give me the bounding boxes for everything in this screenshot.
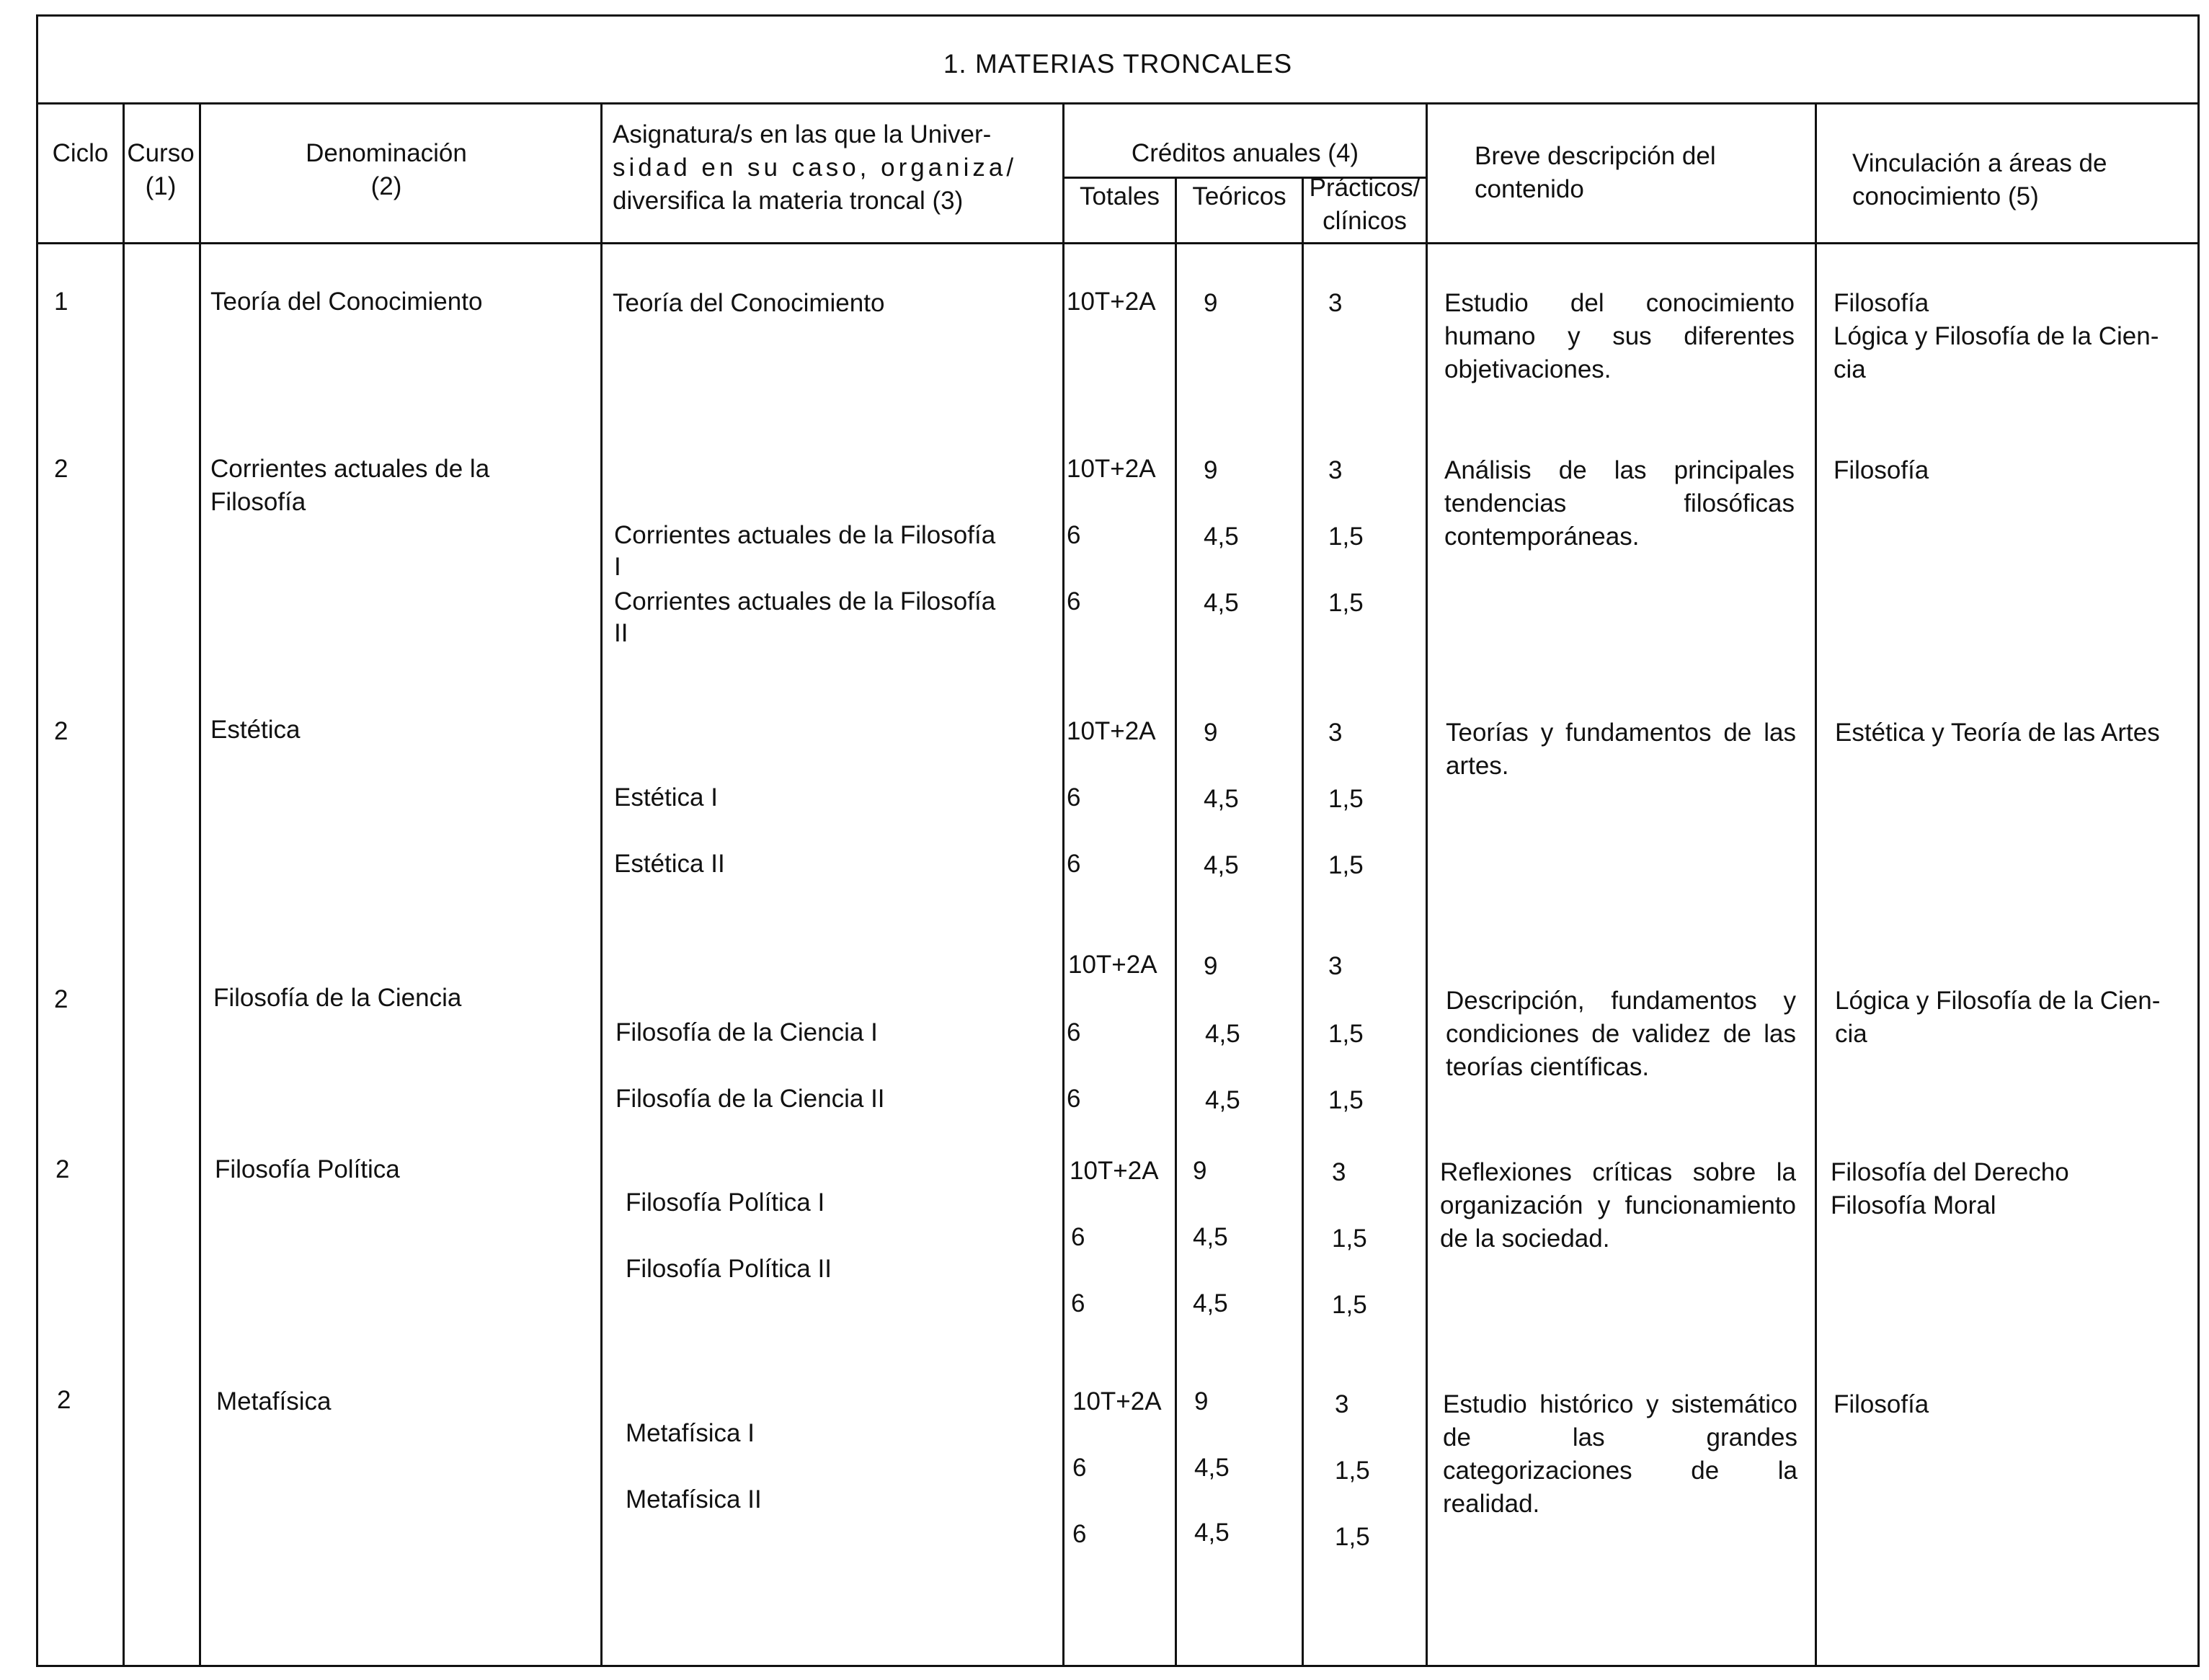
row-asignatura: Teoría del Conocimiento <box>613 289 885 317</box>
header-totales: Totales <box>1080 182 1160 210</box>
row-descripcion: Estudio histórico y sistemático de las grandes categorizaciones de la realidad. <box>1443 1390 1797 1518</box>
row-teoricos: 4,5 <box>1204 851 1239 879</box>
header-denominacion-line: Denominación <box>306 139 467 167</box>
row-totales: 6 <box>1071 1223 1085 1251</box>
row-totales: 6 <box>1067 850 1081 878</box>
row-practicos: 1,5 <box>1335 1523 1370 1551</box>
row-practicos: 1,5 <box>1328 1020 1364 1048</box>
header-vinculacion-line: conocimiento (5) <box>1852 182 2039 210</box>
row-vinculacion-line: cia <box>1835 1020 1867 1048</box>
row-teoricos: 9 <box>1193 1157 1207 1185</box>
row-asignatura-line: Corrientes actuales de la Filosofía <box>614 521 996 549</box>
row-asignatura-line: Corrientes actuales de la Filosofía <box>614 587 996 615</box>
row-totales: 6 <box>1067 1018 1081 1046</box>
row-teoricos: 4,5 <box>1193 1223 1228 1251</box>
row-descripcion: Descripción, fundamentos y condiciones de validez de las teorías científicas. <box>1446 987 1796 1081</box>
header-practicos-line: clínicos <box>1323 207 1407 235</box>
row-asignatura: Estética II <box>614 850 725 878</box>
row-asignatura: Filosofía Política II <box>626 1255 832 1283</box>
row-descripcion: Estudio del conocimiento humano y sus diferentes objetivaciones. <box>1444 289 1795 383</box>
header-separator <box>36 242 2200 244</box>
header-practicos-line: Prácticos/ <box>1309 174 1421 202</box>
row-teoricos: 9 <box>1194 1387 1209 1415</box>
row-practicos: 3 <box>1328 289 1343 317</box>
row-totales: 6 <box>1067 783 1081 812</box>
row-ciclo: 2 <box>54 985 68 1013</box>
row-asignatura-line: I <box>614 553 621 581</box>
row-descripcion: Análisis de las principales tendencias filosóficas contemporáneas. <box>1444 456 1795 551</box>
header-descripcion-line: contenido <box>1475 175 1584 203</box>
row-totales: 6 <box>1071 1289 1085 1317</box>
row-vinculacion-line: Estética y Teoría de las Artes <box>1835 719 2160 747</box>
row-practicos: 1,5 <box>1332 1291 1367 1319</box>
row-asignatura: Metafísica I <box>626 1419 755 1447</box>
header-curso-line: (1) <box>145 172 177 200</box>
header-teoricos: Teóricos <box>1192 182 1286 210</box>
row-teoricos: 4,5 <box>1204 589 1239 617</box>
row-ciclo: 2 <box>54 717 68 745</box>
row-teoricos: 4,5 <box>1194 1454 1230 1482</box>
row-practicos: 3 <box>1332 1158 1346 1186</box>
header-vinculacion-line: Vinculación a áreas de <box>1852 149 2107 177</box>
row-practicos: 1,5 <box>1335 1457 1370 1485</box>
row-totales: 10T+2A <box>1072 1387 1162 1415</box>
row-vinculacion-line: Filosofía <box>1834 289 1929 317</box>
col-divider-totales <box>1175 177 1177 1667</box>
row-totales: 6 <box>1067 587 1081 615</box>
row-denominacion: Teoría del Conocimiento <box>210 288 483 316</box>
row-asignatura-line: II <box>614 619 628 647</box>
row-denominacion: Estética <box>210 716 301 744</box>
row-practicos: 1,5 <box>1328 589 1364 617</box>
row-practicos: 1,5 <box>1328 523 1364 551</box>
col-divider-ciclo <box>123 102 125 1667</box>
title-separator <box>36 102 2200 105</box>
row-totales: 6 <box>1072 1454 1087 1482</box>
row-teoricos: 9 <box>1204 289 1218 317</box>
row-vinculacion-line: Lógica y Filosofía de la Cien- <box>1835 987 2161 1015</box>
header-denominacion-line: (2) <box>370 172 402 200</box>
row-practicos: 1,5 <box>1328 851 1364 879</box>
row-asignatura: Filosofía Política I <box>626 1188 825 1217</box>
col-divider-descripcion <box>1815 102 1817 1667</box>
row-denominacion-line: Corrientes actuales de la <box>210 455 490 483</box>
row-vinculacion-line: Filosofía <box>1834 456 1929 484</box>
row-teoricos: 4,5 <box>1205 1020 1240 1048</box>
row-teoricos: 9 <box>1204 456 1218 484</box>
row-ciclo: 2 <box>57 1386 71 1414</box>
row-teoricos: 4,5 <box>1204 785 1239 813</box>
header-asignatura-line: Asignatura/s en las que la Univer- <box>613 120 992 148</box>
row-practicos: 3 <box>1328 719 1343 747</box>
row-denominacion-line: Filosofía <box>210 488 306 516</box>
row-ciclo: 1 <box>54 288 68 316</box>
col-divider-curso <box>199 102 201 1667</box>
row-practicos: 1,5 <box>1332 1225 1367 1253</box>
row-teoricos: 4,5 <box>1194 1519 1230 1547</box>
row-vinculacion-line: Filosofía <box>1834 1390 1929 1418</box>
row-vinculacion-line: cia <box>1834 355 1866 383</box>
row-teoricos: 4,5 <box>1204 523 1239 551</box>
row-practicos: 3 <box>1328 456 1343 484</box>
row-denominacion: Filosofía de la Ciencia <box>213 984 462 1012</box>
row-asignatura: Filosofía de la Ciencia I <box>615 1018 878 1046</box>
header-descripcion-line: Breve descripción del <box>1475 142 1716 170</box>
col-divider-asignatura <box>1062 102 1065 1667</box>
row-practicos: 3 <box>1328 952 1343 980</box>
row-totales: 10T+2A <box>1070 1157 1159 1185</box>
row-ciclo: 2 <box>54 455 68 483</box>
row-totales: 6 <box>1072 1520 1087 1548</box>
row-teoricos: 4,5 <box>1193 1289 1228 1317</box>
header-ciclo: Ciclo <box>52 139 109 167</box>
header-creditos: Créditos anuales (4) <box>1131 139 1359 167</box>
row-descripcion: Teorías y fundamentos de las artes. <box>1446 719 1796 780</box>
row-teoricos: 9 <box>1204 952 1218 980</box>
col-divider-denominacion <box>600 102 603 1667</box>
col-divider-practicos <box>1426 102 1428 1667</box>
row-denominacion: Metafísica <box>216 1387 332 1415</box>
row-asignatura: Metafísica II <box>626 1485 762 1514</box>
row-asignatura: Estética I <box>614 783 718 812</box>
col-divider-teoricos <box>1302 177 1304 1667</box>
row-totales: 10T+2A <box>1067 455 1156 483</box>
table-title: 1. MATERIAS TRONCALES <box>943 49 1293 79</box>
row-vinculacion-line: Lógica y Filosofía de la Cien- <box>1834 322 2159 350</box>
row-teoricos: 9 <box>1204 719 1218 747</box>
row-ciclo: 2 <box>55 1155 70 1183</box>
row-practicos: 1,5 <box>1328 785 1364 813</box>
header-asignatura-line: sidad en su caso, organiza/ <box>613 154 1018 182</box>
row-practicos: 1,5 <box>1328 1086 1364 1114</box>
row-vinculacion-line: Filosofía del Derecho <box>1831 1158 2069 1186</box>
row-totales: 6 <box>1067 1085 1081 1113</box>
row-totales: 10T+2A <box>1067 288 1156 316</box>
row-totales: 10T+2A <box>1068 951 1157 979</box>
row-vinculacion-line: Filosofía Moral <box>1831 1191 1996 1219</box>
row-practicos: 3 <box>1335 1390 1349 1418</box>
header-asignatura-line: diversifica la materia troncal (3) <box>613 187 964 215</box>
header-curso-line: Curso <box>127 139 195 167</box>
row-totales: 6 <box>1067 521 1081 549</box>
row-totales: 10T+2A <box>1067 717 1156 745</box>
row-asignatura: Filosofía de la Ciencia II <box>615 1085 885 1113</box>
row-teoricos: 4,5 <box>1205 1086 1240 1114</box>
row-denominacion: Filosofía Política <box>215 1155 400 1183</box>
row-descripcion: Reflexiones críticas sobre la organización y funcionamiento de la sociedad. <box>1440 1158 1796 1253</box>
